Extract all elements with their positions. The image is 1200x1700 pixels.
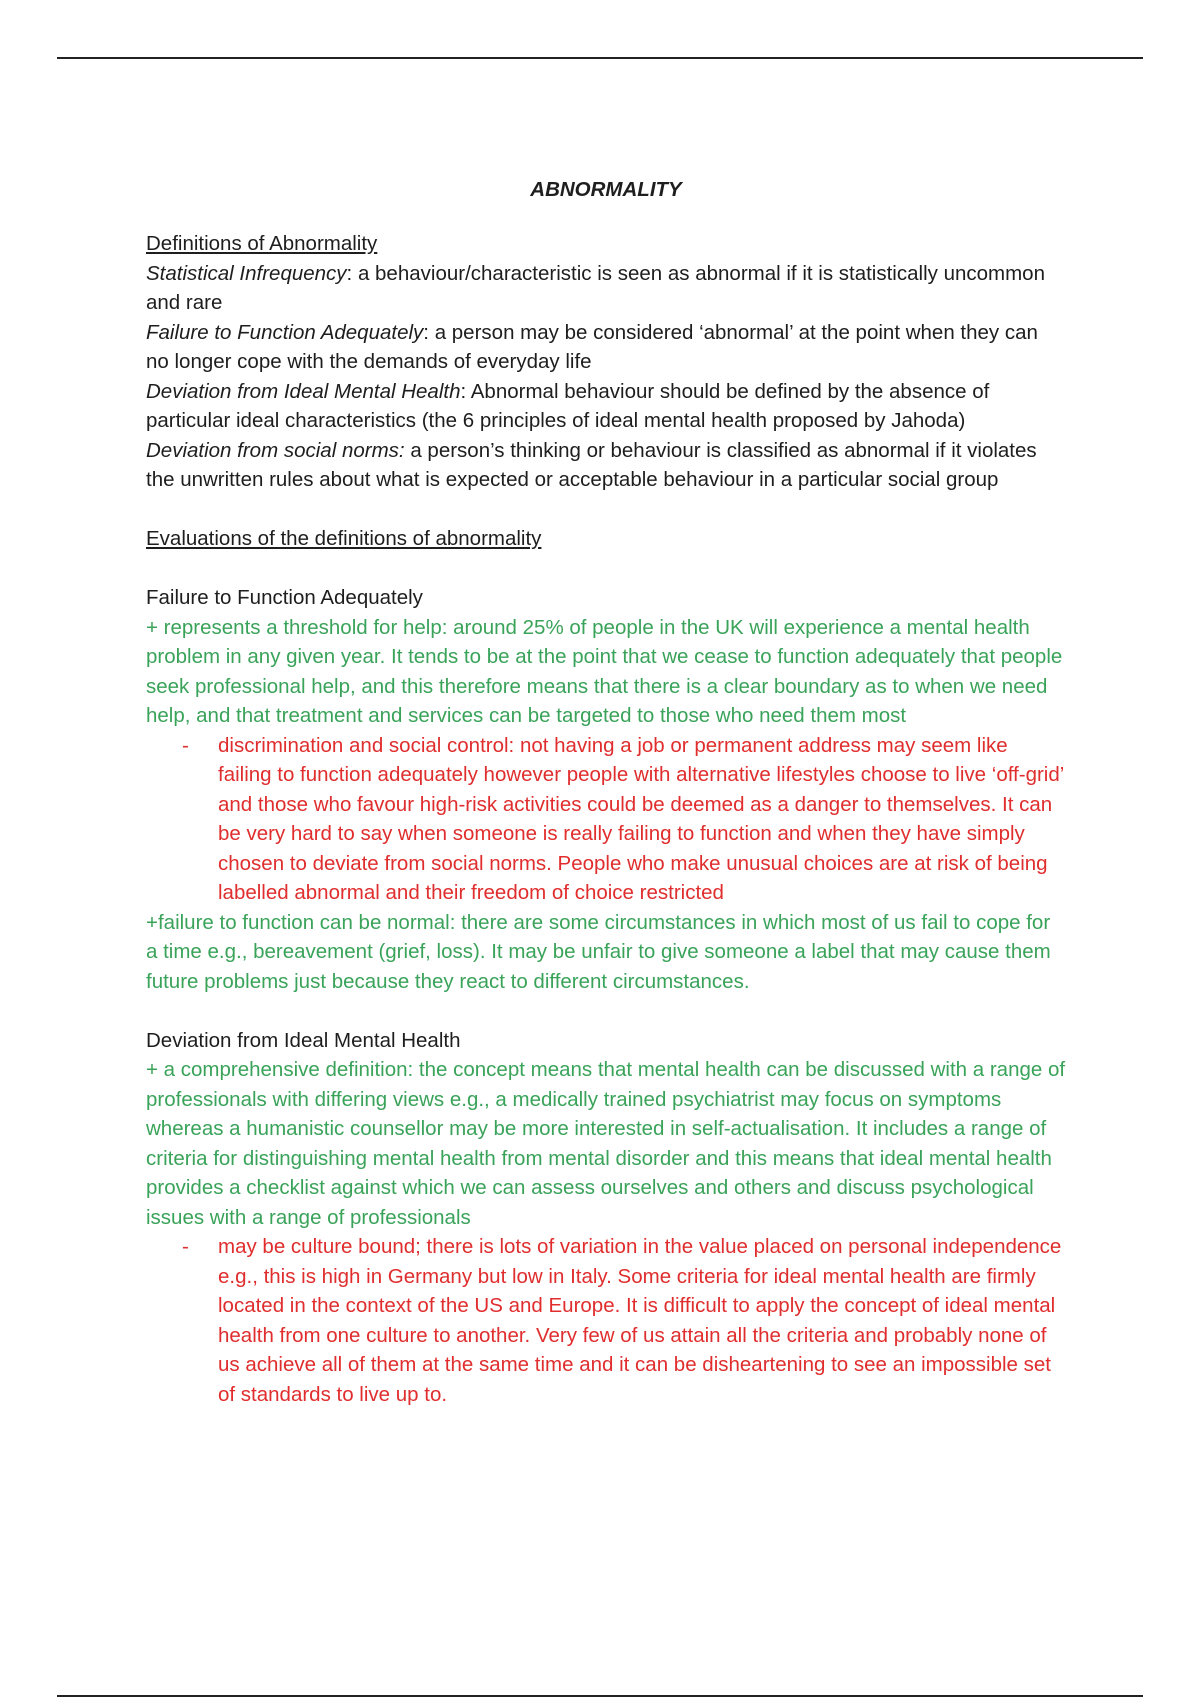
definitions-heading: Definitions of Abnormality [146, 232, 378, 255]
bullet-dash: - [182, 733, 189, 757]
definition-term: Failure to Function Adequately [146, 320, 424, 344]
page-top-rule [57, 57, 1143, 59]
definition-text: a person’s thinking or behaviour is classified as abnormal if it violates the unwritten rules about what is expected or acceptable behaviour in a particular social group [146, 438, 1037, 491]
dimh-subheading: Deviation from Ideal Mental Health [146, 1028, 461, 1052]
definition-text: : Abnormal behaviour should be defined by the absence of particular ideal characteristics (the 6 principles of ideal mental health proposed by Jahoda) [146, 379, 990, 432]
ffa-advantage-normal: +failure to function can be normal: there are some circumstances in which most of us fail to cope for a time e.g., bereavement (grief, loss). It may be unfair to give someone a label that may cause them future problems just because they react to different circumstances. [146, 910, 1051, 993]
spacer [146, 996, 1066, 1026]
page-bottom-rule [57, 1695, 1143, 1697]
document-page [146, 175, 1066, 1409]
definition-ideal-mental-health [146, 377, 1066, 436]
ffa-criticism-discrimination [146, 731, 1066, 908]
definition-term: Deviation from Ideal Mental Health [146, 379, 461, 403]
evaluations-heading: Evaluations of the definitions of abnormality [146, 527, 542, 550]
definition-social-norms [146, 436, 1066, 495]
definition-term: Statistical Infrequency [146, 261, 347, 285]
definition-statistical-infrequency [146, 259, 1066, 318]
document-title: ABNORMALITY [530, 178, 682, 201]
dimh-advantage-comprehensive: + a comprehensive definition: the concept means that mental health can be discussed with a range of professionals with differing views e.g., a medically trained psychiatrist may focus on symptoms whereas a humanistic counsellor may be more interested in self-actualisation. It includes a range of criteria for distinguishing mental health from mental disorder and this means that ideal mental health provides a checklist against which we can assess ourselves and others and discuss psychological issues with a range of professionals [146, 1058, 1066, 1229]
bullet-text: discrimination and social control: not having a job or permanent address may seem like failing to function adequately however people with alternative lifestyles choose to live ‘off-grid’ and those who favour high-risk activities could be deemed as a danger to themselves. It can be very hard to say when someone is really failing to function and when they have simply chosen to deviate from social norms. People who make unusual choices are at risk of being labelled abnormal and their freedom of choice restricted [218, 733, 1064, 904]
bullet-dash: - [182, 1235, 189, 1258]
ffa-advantage-threshold: + represents a threshold for help: around 25% of people in the UK will experience a mental health problem in any given year. It tends to be at the point that we cease to function adequately that people seek professional help, and this therefore means that there is a clear boundary as to when we need help, and that treatment and services can be targeted to those who need them most [146, 615, 1063, 727]
definition-term: Deviation from social norms: [146, 438, 405, 462]
ffa-subheading: Failure to Function Adequately [146, 586, 423, 609]
bullet-text: may be culture bound; there is lots of variation in the value placed on personal independence e.g., this is high in Germany but low in Italy. Some criteria for ideal mental health are firmly located in the context of the US and Europe. It is difficult to apply the concept of ideal mental health from one culture to another. Very few of us attain all the criteria and probably none of us achieve all of them at the same time and it can be disheartening to see an impossible set of standards to live up to. [218, 1235, 1062, 1406]
dimh-criticism-culture-bound [146, 1232, 1066, 1409]
definition-text: : a behaviour/characteristic is seen as abnormal if it is statistically uncommon and rare [146, 261, 1045, 314]
definition-failure-to-function [146, 318, 1066, 377]
spacer [146, 495, 1066, 525]
spacer [146, 554, 1066, 584]
definition-text: : a person may be considered ‘abnormal’ at the point when they can no longer cope with the demands of everyday life [146, 320, 1038, 373]
